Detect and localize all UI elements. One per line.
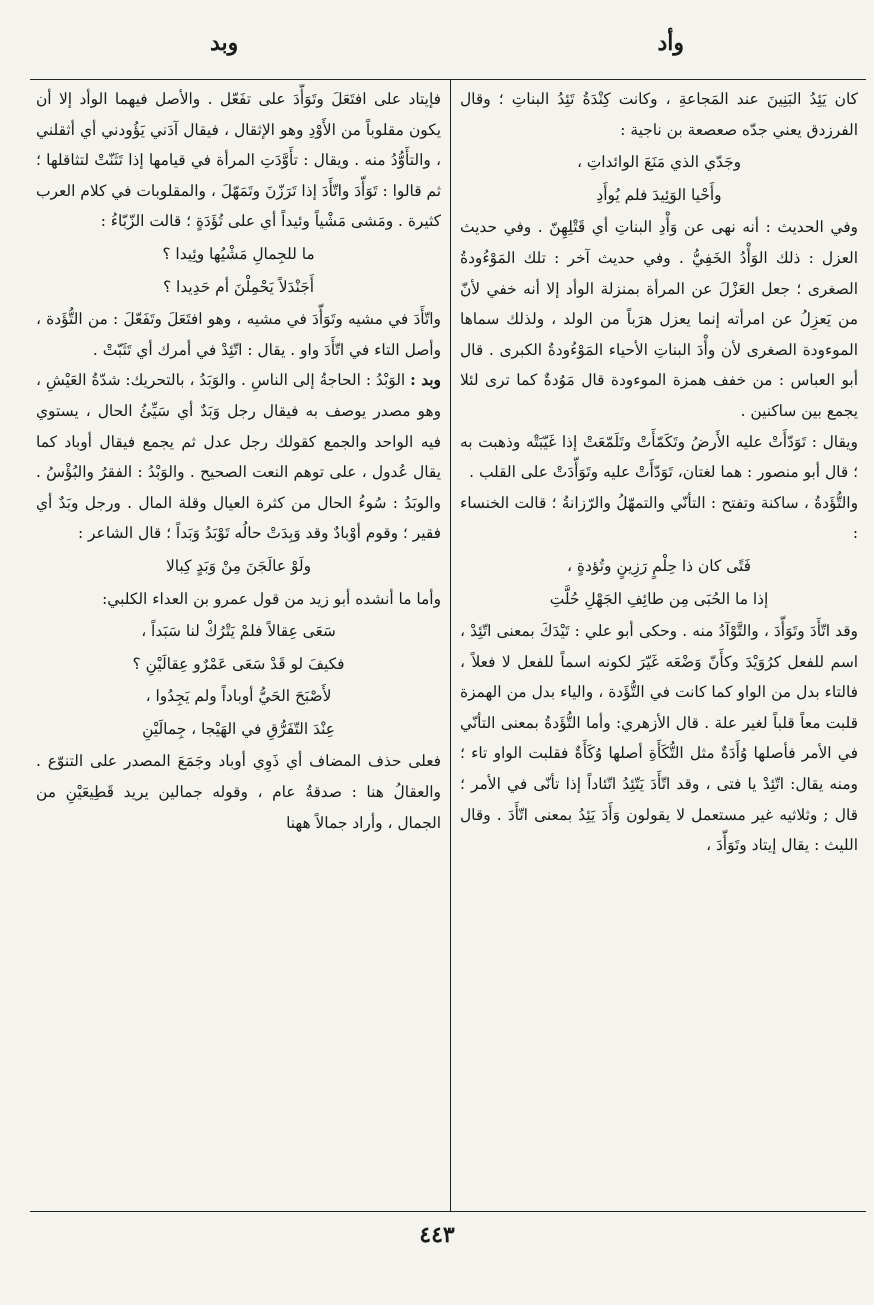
paragraph-text: كان يَئِدُ البَنِينَ عند المَجاعةِ ، وكانت كِنْدَةُ تَئِدُ البناتِ ؛ وقال الفرزدق يعني جدّه صعصعة بن ناجية : [460, 90, 858, 139]
paragraph [36, 584, 441, 615]
paragraph [460, 616, 858, 861]
paragraph-text: واتّأَدَ في مشيه وتَوَأّدَ في مشيه ، وهو افتَعَلَ وتَفَعّلَ : من التُّؤَدة ، وأصل التاء في اتّأَدَ واو . يقال : اتّئِدْ في أمرك أي تَثَبّتْ . [36, 310, 441, 359]
paragraph [460, 212, 858, 426]
right-column [460, 84, 858, 1208]
verse-text: إذا ما الحُبَى مِن طائِفِ الجَهْلِ حُلَّتِ [549, 589, 769, 608]
paragraph-text: وقد اتّأَدَ وتَوَأّدَ ، والتَّوْآدُ منه . وحكى أبو علي : تَيْدَكَ بمعنى اتّئِدْ ، اسم للفعل كرُوَيْدَ وكأَنّ وَضْعَه غَيّرَ لكونه اسماً للفعل لا فعلاً ، فالتاء بدل من الواو كما كانت في التُّؤَدة ، والياء بدل من الهمزة قلبت معاً قلباً لغير علة . قال الأزهري: وأما التُّؤَدةُ بمعنى التأنّي في الأمر فأصلها وُأَدَةٌ مثل التُّكَأَةِ أصلها وُكَأَةٌ فقلبت الواو تاء ؛ ومنه يقال: اتّئِدْ يا فتى ، وقد اتّأَدَ يَتّئِدُ اتّئاداً إذا تأنّى في الأمر ؛ قال ; وثلاثيه غير مستعمل لا يقولون وَأَدَ يَئِدُ بمعنى اتّأَدَ . وقال الليث : يقال إيتاد وتَوَأّدَ ، [460, 622, 858, 855]
verse-line [460, 584, 858, 615]
entry-headword: وبد : [410, 371, 441, 390]
paragraph-text: فعلى حذف المضاف أي ذَوِي أوباد وجَمَعَ المصدر على التنوّع . والعقالُ هنا : صدقةُ عام ، وقوله جمالين يريد قَطِيعَيْنِ من الجمال ، وأراد جمالاً ههنا [36, 752, 441, 832]
verse-text: أَجَنْدَلاً يَحْمِلْنَ أم حَدِيدا ؟ [163, 277, 314, 296]
verse-text: وجَدّي الذي مَنَعَ الوائداتِ ، [576, 153, 742, 172]
paragraph [460, 84, 858, 145]
verse-line [36, 649, 441, 680]
verse-line [460, 180, 858, 211]
running-head-right: وأد [657, 30, 684, 56]
verse-text: سَعَى عِقالاً فلمْ يَتْرُكْ لنا سَبَداً ، [141, 622, 336, 641]
top-rule [30, 79, 866, 80]
running-head-left: وبد [210, 30, 239, 56]
verse-line [36, 551, 441, 582]
paragraph-text: فإيتاد على افتَعَلَ وتَوَأّدَ على تفَعّل . والأصل فيهما الوأد إلا أن يكون مقلوباً من الأَوْدِ وهو الإثقال ، فيقال آدَني يَؤُودني أي أثقلني ، والتأَوُّدُ منه . ويقال : تأَوَّدَتِ المرأة في قيامها إذا تَثَنّتْ لتثاقلها ؛ ثم قالوا : تَوَأّدَ واتّأَدَ إذا تَرَزّنَ وتَمَهّلَ ، والمقلوبات في كلام العرب كثيرة . ومَشى مَشْياً وئيداً أي على تُؤَدَةٍ ؛ قالت الزّبّاءُ : [36, 90, 441, 231]
verse-line [460, 147, 858, 178]
verse-text: وأَحْيا الوَئِيدَ فلم يُوأَدِ [596, 185, 722, 204]
verse-line [36, 681, 441, 712]
verse-text: عِنْدَ التّفَرُّقِ في الهَيْجا ، جِمالَيْنِ [142, 719, 335, 738]
bottom-rule [30, 1211, 866, 1212]
paragraph-text: الوَبْدُ : الحاجةُ إلى الناسِ . والوَبَدُ ، بالتحريك: شدّةُ العَيْشِ ، وهو مصدر يوصف به فيقال رجل وَبَدٌ أي سَيِّئُ الحال ، يستوي فيه الواحد والجمع كقولك رجل عدل ثم يجمع فيقال أوباد كما يقال عُدول ، على توهم النعت الصحيح . والوَبْدُ : الفقرُ والبُؤْسُ . والوبَدُ : سُوءُ الحال من كثرة العيال وقلة المال . ورجل وبَدٌ أي فقير ؛ وقوم أوْبادٌ وقد وَبِدَتْ حالُه تَوْبَدُ وَبَداً ؛ قال الشاعر : [36, 371, 441, 543]
verse-line [36, 714, 441, 745]
verse-line [36, 239, 441, 270]
paragraph-text: وأما ما أنشده أبو زيد من قول عمرو بن العداء الكلبي: [102, 589, 441, 608]
verse-text: ولَوْ عالَجَنَ مِنْ وَبَدٍ كِبالا [165, 556, 312, 575]
page-number: ٤٤٣ [419, 1222, 455, 1248]
verse-text: لأَصْبَحَ الحَيُّ أوباداً ولم يَجِدُوا ، [145, 687, 332, 706]
paragraph [460, 488, 858, 549]
paragraph-text: ويقال : تَوَدّأَتْ عليه الأَرضُ وتَكَمّأَتْ وتَلَمّعَتْ إذا غَيّبَتْه وذهبت به ؛ قال أبو منصور : هما لغتان، تَوَدّأَتْ عليه وتَوَأّدَتْ على القلب . [460, 432, 858, 482]
column-divider [450, 79, 451, 1211]
verse-text: ما للجِمالِ مَشْيُها وئِيدا ؟ [162, 244, 315, 263]
paragraph-text: والتُّؤَدةُ ، ساكنة وتفتح : التأنّي والتمهّلُ والرّزانةُ ؛ قالت الخنساء : [460, 493, 858, 543]
paragraph [36, 746, 441, 838]
paragraph [36, 304, 441, 365]
paragraph [460, 427, 858, 488]
left-column [36, 84, 441, 1208]
verse-line [36, 272, 441, 303]
paragraph [36, 84, 441, 237]
paragraph-text: وفي الحديث : أنه نهى عن وَأْدِ البناتِ أي قَتْلِهِنّ . وفي حديث العزل : ذلك الوَأْدُ الخَفِيُّ . وفي حديث آخر : تلك المَوْءُودةُ الصغرى ؛ جعل العَزْلَ عن المرأة بمنزلة الوأد إلا أنه خفي لأنّ من يَعزِلُ عن امرأته إنما يعزل هرَباً من الولد ، ولذلك سماها الموءودة الصغرى لأن وأْدَ البناتِ الأحياء المَوْءُودةُ الكبرى . قال أبو العباس : من خفف همزة الموءودة قال مَوُدةٌ كما ترى لئلا يجمع بين ساكنين . [460, 218, 858, 420]
verse-line [36, 616, 441, 647]
paragraph [36, 365, 441, 549]
verse-line [460, 551, 858, 582]
verse-text: فكيفَ لو قَدْ سَعَى عَمْرٌو عِقالَيْنِ ؟ [132, 654, 345, 673]
verse-text: فَتًى كان ذا حِلْمٍ رَزِينٍ وتُؤدةٍ ، [567, 556, 751, 575]
